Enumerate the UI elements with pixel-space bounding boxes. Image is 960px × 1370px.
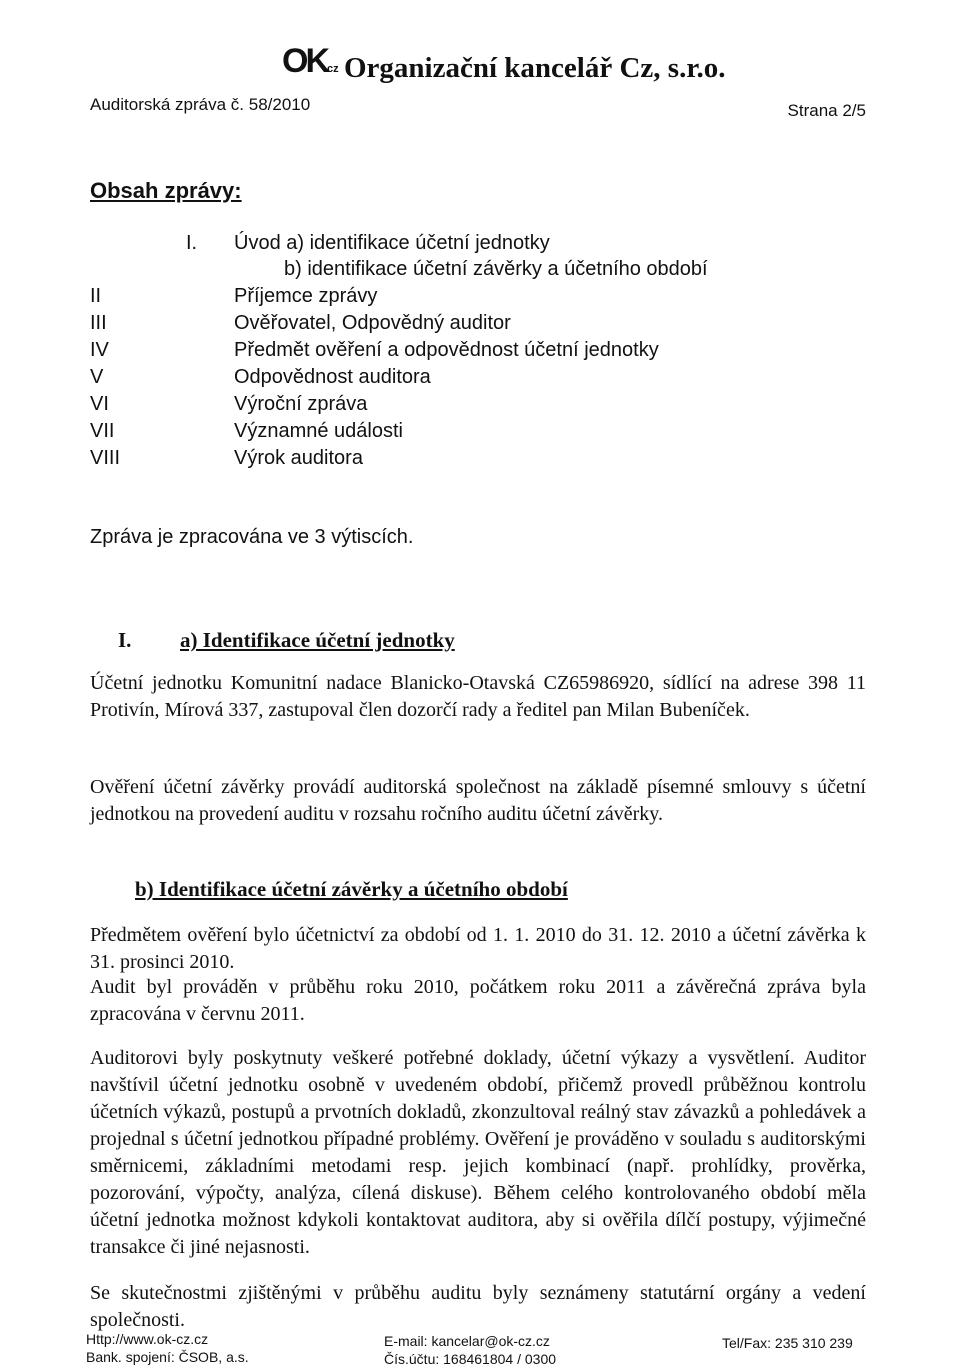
company-name: Organizační kancelář Cz, s.r.o. xyxy=(344,52,726,84)
toc-item-text: Úvod a) identifikace účetní jednotky xyxy=(234,232,550,254)
toc-item-number: I. xyxy=(186,232,198,254)
footer-web: Http://www.ok-cz.cz xyxy=(86,1331,209,1347)
toc-item-text: Předmět ověření a odpovědnost účetní jednotky xyxy=(234,339,659,361)
toc-item-text: Příjemce zprávy xyxy=(234,285,378,307)
toc-item-text: Ověřovatel, Odpovědný auditor xyxy=(234,312,511,334)
toc-item-text: Výroční zpráva xyxy=(234,393,368,415)
toc-title: Obsah zprávy: xyxy=(90,178,242,203)
company-logo xyxy=(282,44,339,78)
toc-item-number: VI xyxy=(90,393,109,415)
footer-phone: Tel/Fax: 235 310 239 xyxy=(722,1335,853,1351)
toc-item-text: b) identifikace účetní závěrky a účetního období xyxy=(284,258,708,280)
section-a-title: a) Identifikace účetní jednotky xyxy=(180,628,455,652)
section-b-paragraph: Auditorovi byly poskytnuty veškeré potřebné doklady, účetní výkazy a vysvětlení. Auditor navštívil účetní jednotku osobně v uvedeném období, přičemž provedl průběžnou kontrolu účetních výkazů, postupů a prvotních dokladů, zkonzultoval reálný stav závazků a pohledávek a projednal s účetní jednotkou případné problémy. Ověření je prováděno v souladu s auditorskými směrnicemi, základními metodami resp. jejich kombinací (např. prohlídky, prověrka, pozorování, výpočty, analýza, cílená diskuse). Během celého kontrolovaného období měla účetní jednotka možnost kdykoli kontaktovat auditora, aby si ověřila dílčí postupy, výjimečné transakce či jiné nejasnosti. xyxy=(90,1047,866,1258)
page-number: Strana 2/5 xyxy=(787,101,866,120)
footer-email: E-mail: kancelar@ok-cz.cz xyxy=(384,1333,550,1349)
footer-bank: Bank. spojení: ČSOB, a.s. xyxy=(86,1349,249,1365)
section-b-paragraph: Předmětem ověření bylo účetnictví za období od 1. 1. 2010 do 31. 12. 2010 a účetní závěrka k 31. prosinci 2010. xyxy=(90,924,866,973)
toc-item-text: Výrok auditora xyxy=(234,447,363,469)
logo-sub: cz xyxy=(327,63,339,75)
toc-item-number: IV xyxy=(90,339,109,361)
toc-item-number: VIII xyxy=(90,447,121,469)
report-number: Auditorská zpráva č. 58/2010 xyxy=(90,95,311,114)
footer-left xyxy=(86,1330,249,1366)
section-b-paragraph: Audit byl prováděn v průběhu roku 2010, počátkem roku 2011 a závěrečná zpráva byla zpracována v červnu 2011. xyxy=(90,976,866,1025)
section-b-title: b) Identifikace účetní závěrky a účetního období xyxy=(135,877,568,901)
logo-text: OK xyxy=(282,42,327,80)
section-a-paragraph: Ověření účetní závěrky provádí auditorská společnost na základě písemné smlouvy s účetní jednotkou na provedení auditu v rozsahu ročního auditu účetní závěrky. xyxy=(90,776,866,825)
toc-item-number: II xyxy=(90,285,102,307)
section-number: I. xyxy=(118,628,132,652)
toc-item-number: V xyxy=(90,366,104,388)
copies-note: Zpráva je zpracována ve 3 výtiscích. xyxy=(90,526,414,548)
footer-account: Čís.účtu: 168461804 / 0300 xyxy=(384,1351,557,1367)
section-b-paragraph: Se skutečnostmi zjištěnými v průběhu auditu byly seznámeny statutární orgány a vedení společnosti. xyxy=(90,1282,866,1331)
toc-item-number: III xyxy=(90,312,107,334)
footer-center xyxy=(384,1332,556,1368)
section-a-paragraph: Účetní jednotku Komunitní nadace Blanicko-Otavská CZ65986920, sídlící na adrese 398 11 Protivín, Mírová 337, zastupoval člen dozorčí rady a ředitel pan Milan Bubeníček. xyxy=(90,672,866,721)
toc-item-text: Významné události xyxy=(234,420,403,442)
toc-item-text: Odpovědnost auditora xyxy=(234,366,431,388)
toc-item-number: VII xyxy=(90,420,115,442)
